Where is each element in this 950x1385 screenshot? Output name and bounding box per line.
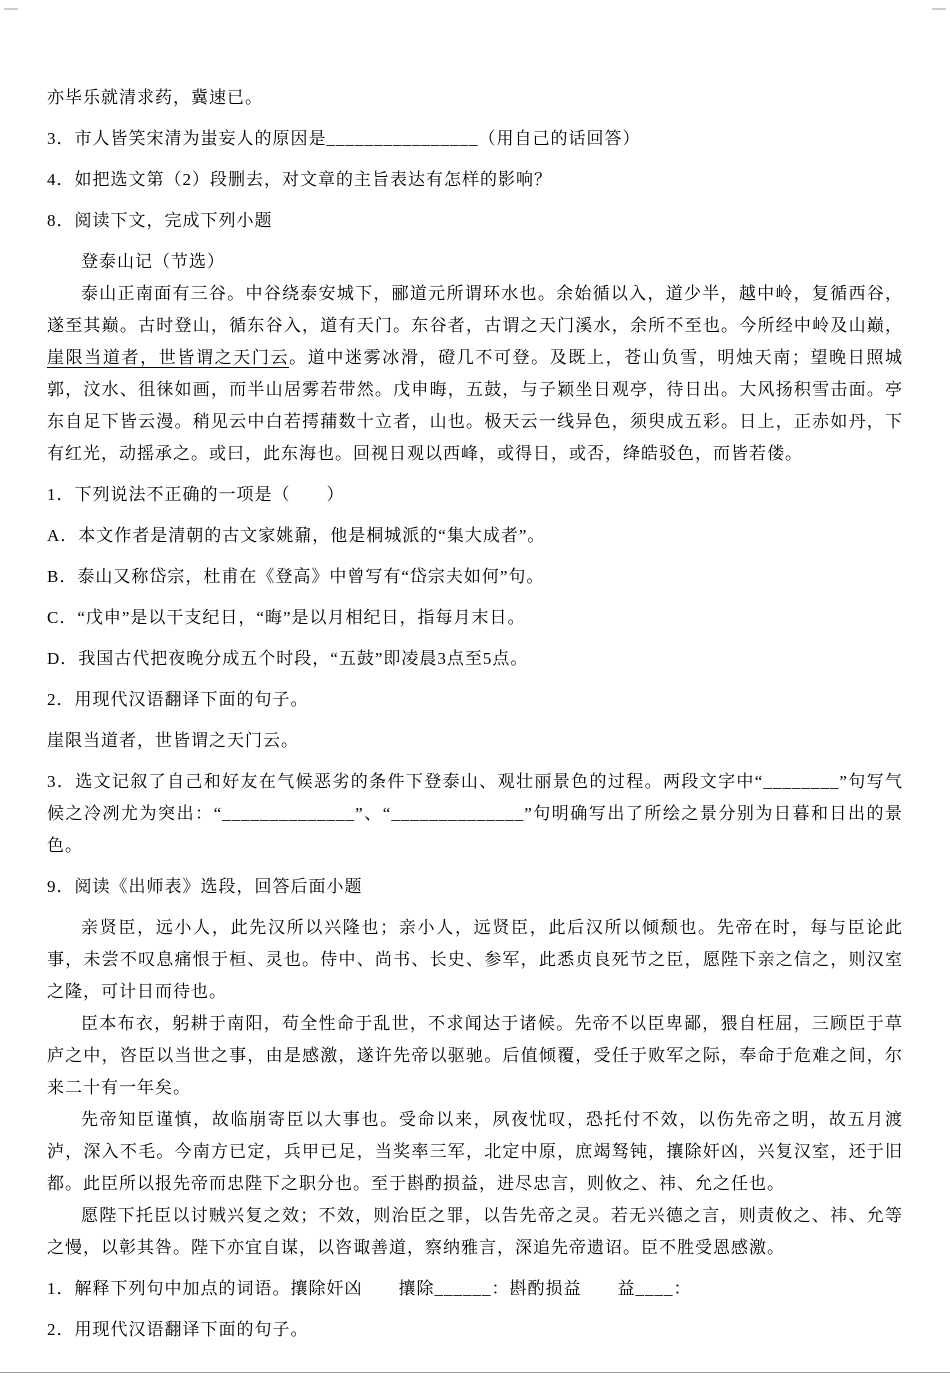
- crop-mark-top-right: [932, 8, 946, 10]
- question-1-multiple-choice: 1．下列说法不正确的一项是（ ）: [47, 485, 345, 504]
- passage-chushibiao-paragraph-4: 愿陛下托臣以讨贼兴复之效；不效，则治臣之罪，以告先帝之灵。若无兴德之言，则责攸之、祎、允等之慢，以彰其咎。陛下亦宜自谋，以咨诹善道，察纳雅言，深追先帝遗诏。臣不胜受恩感激。: [47, 1206, 903, 1257]
- question-2-translate: 2．用现代汉语翻译下面的句子。: [47, 690, 309, 709]
- option-a: A．本文作者是清朝的古文家姚鼐，他是桐城派的“集大成者”。: [47, 526, 546, 545]
- option-c: C．“戊申”是以干支纪日，“晦”是以月相纪日，指每月末日。: [47, 608, 526, 627]
- question-2-translate-chushibiao: 2．用现代汉语翻译下面的句子。: [47, 1320, 309, 1339]
- passage-chushibiao-paragraph-1: 亲贤臣，远小人，此先汉所以兴隆也；亲小人，远贤臣，此后汉所以倾颓也。先帝在时，每与臣论此事，未尝不叹息痛恨于桓、灵也。侍中、尚书、长史、参军，此悉贞良死节之臣，愿陛下亲之信之，则汉室之隆，可计日而待也。: [47, 918, 903, 1001]
- question-3-fill-blank: 3．选文记叙了自己和好友在气候恶劣的条件下登泰山、观壮丽景色的过程。两段文字中“________”句写气候之冷冽尤为突出：“______________”、“______________”句明确写出了所绘之景分别为日暮和日出的景色。: [47, 772, 903, 855]
- page-bottom-edge-line: [0, 1372, 950, 1373]
- section-8-heading: 8．阅读下文，完成下列小题: [47, 211, 273, 230]
- section-9-heading: 9．阅读《出师表》选段，回答后面小题: [47, 877, 363, 896]
- question-1-word-explanation: 1．解释下列句中加点的词语。攘除奸凶 攘除______：斟酌损益 益____：: [47, 1279, 692, 1298]
- passage-text-after-underline: 。道中迷雾冰滑，磴几不可登。及既上，苍山负雪，明烛天南；望晚日照城郭，汶水、徂徕如画，而半山居雾若带然。戊申晦，五鼓，与子颖坐日观亭，待日出。大风扬积雪击面。亭东自足下皆云漫。稍见云中白若摴蒱数十立者，山也。极天云一线异色，须臾成五彩。日上，正赤如丹，下有红光，动摇承之。或曰，此东海也。回视日观以西峰，或得日，或否，绛皓驳色，而皆若偻。: [47, 348, 904, 463]
- passage-dengtaishanji: [47, 278, 903, 470]
- sentence-to-translate: 崖限当道者，世皆谓之天门云。: [47, 731, 299, 750]
- passage-chushibiao-paragraph-2: 臣本布衣，躬耕于南阳，苟全性命于乱世，不求闻达于诸候。先帝不以臣卑鄙，猥自枉屈，三顾臣于草庐之中，咨臣以当世之事，由是感激，遂许先帝以驱驰。后值倾覆，受任于败军之际，奉命于危难之间，尔来二十有一年矣。: [47, 1014, 903, 1097]
- continuation-line: 亦毕乐就清求药，冀速已。: [47, 88, 263, 107]
- question-3-songqing: 3．市人皆笑宋清为蚩妄人的原因是________________（用自己的话回答）: [47, 129, 641, 148]
- underlined-phrase: 崖限当道者，世皆谓之天门云: [47, 348, 290, 367]
- option-b: B．泰山又称岱宗，杜甫在《登高》中曾写有“岱宗夫如何”句。: [47, 567, 545, 586]
- crop-mark-top-left: [4, 8, 18, 10]
- passage-text-before-underline: 泰山正南面有三谷。中谷绕泰安城下，郦道元所谓环水也。余始循以入，道少半，越中岭，复循西谷，遂至其巅。古时登山，循东谷入，道有天门。东谷者，古谓之天门溪水，余所不至也。今所经中岭及山巅，: [47, 284, 903, 335]
- passage-title-dengtaishanji: 登泰山记（节选）: [81, 252, 225, 271]
- option-d: D．我国古代把夜晚分成五个时段，“五鼓”即凌晨3点至5点。: [47, 649, 529, 668]
- passage-chushibiao-paragraph-3: 先帝知臣谨慎，故临崩寄臣以大事也。受命以来，夙夜忧叹，恐托付不效，以伤先帝之明，故五月渡泸，深入不毛。今南方已定，兵甲已足，当奖率三军，北定中原，庶竭驽钝，攘除奸凶，兴复汉室，还于旧都。此臣所以报先帝而忠陛下之职分也。至于斟酌损益，进尽忠言，则攸之、祎、允之任也。: [47, 1110, 903, 1193]
- question-4-songqing: 4．如把选文第（2）段删去，对文章的主旨表达有怎样的影响？: [47, 170, 552, 189]
